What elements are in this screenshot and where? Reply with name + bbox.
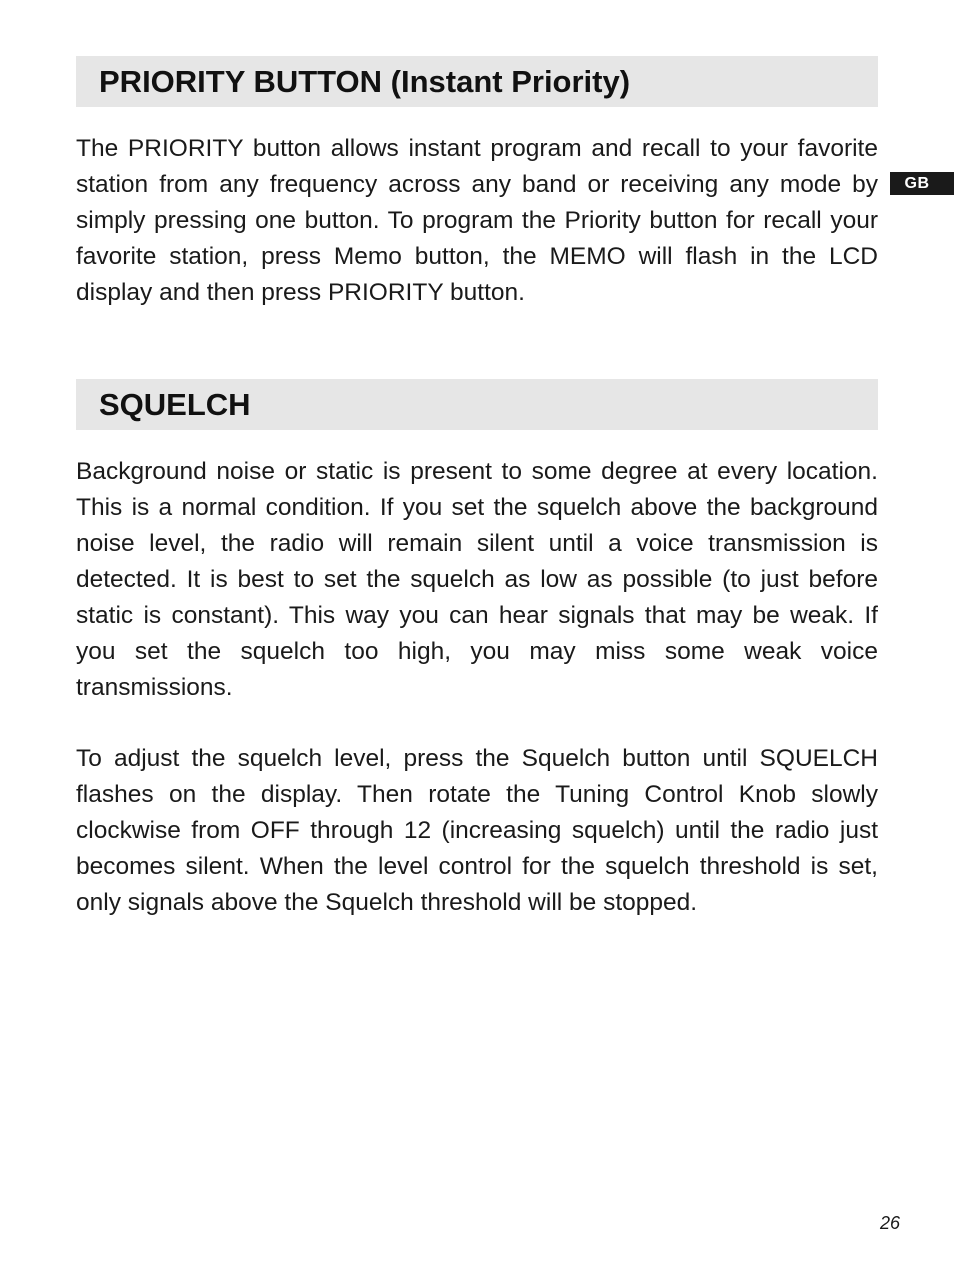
page-number: 26 bbox=[879, 1213, 900, 1233]
squelch-section-header bbox=[76, 379, 878, 430]
squelch-body-text-2: To adjust the squelch level, press the Squelch button until SQUELCH flashes on the display. Then rotate the Tuning Control Knob slowly clockwise from OFF through 12 (increasing squelch) until the radio just becomes silent. When the level control for the squelch threshold is set, only signals above the Squelch threshold will be stopped. bbox=[76, 745, 878, 916]
priority-section-title: PRIORITY BUTTON (Instant Priority) bbox=[99, 63, 631, 99]
priority-body-text: The PRIORITY button allows instant program and recall to your favorite station from any frequency across any band or receiving any mode by simply pressing one button. To program the Priority button for recall your favorite station, press Memo button, the MEMO will flash in the LCD display and then press PRIORITY button. bbox=[76, 135, 878, 306]
language-tab: GB bbox=[890, 172, 954, 195]
squelch-section-title: SQUELCH bbox=[99, 386, 251, 422]
squelch-body-text-1: Background noise or static is present to some degree at every location. This is a normal condition. If you set the squelch above the background noise level, the radio will remain silent until a voice transmission is detected. It is best to set the squelch as low as possible (to just before static is constant). This way you can hear signals that may be weak. If you set the squelch too high, you may miss some weak voice transmissions. bbox=[76, 458, 878, 701]
priority-section-header bbox=[76, 56, 878, 107]
